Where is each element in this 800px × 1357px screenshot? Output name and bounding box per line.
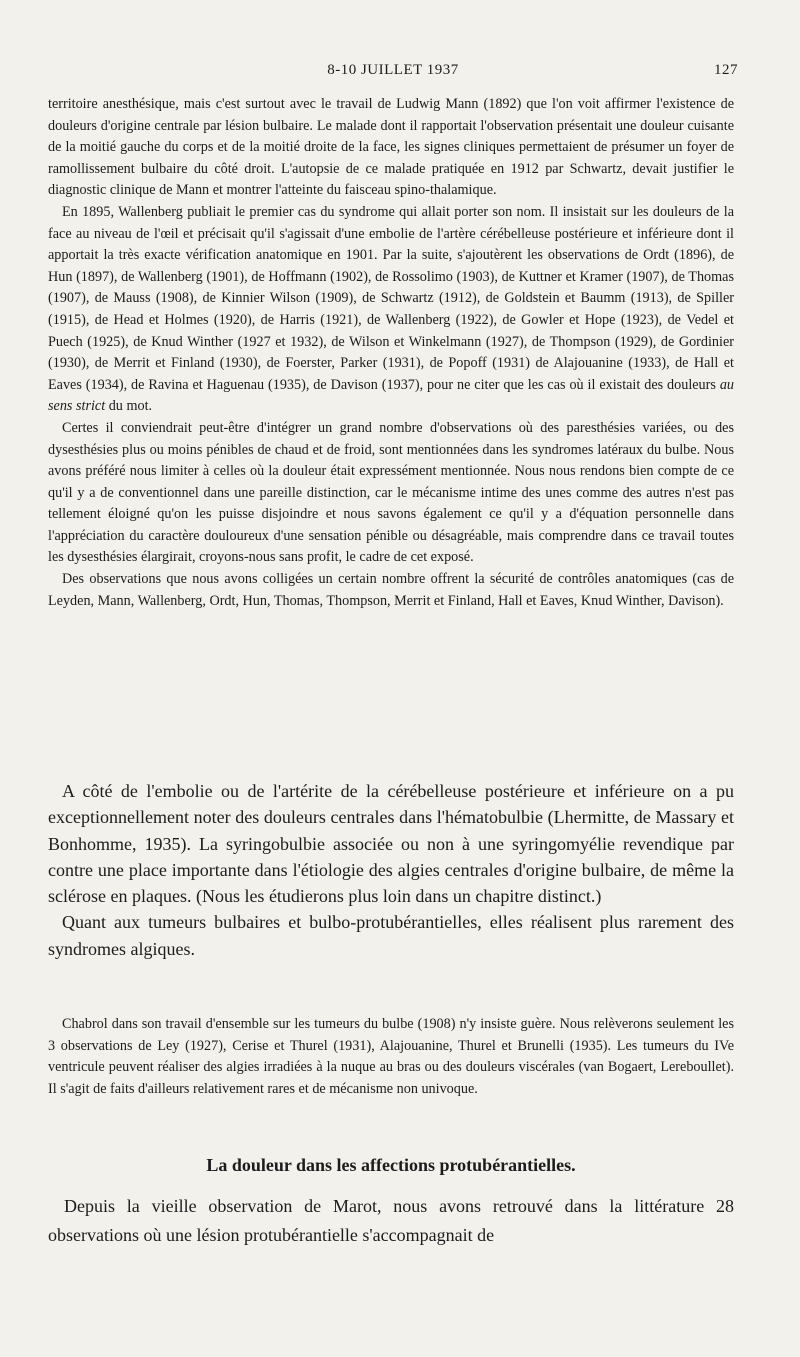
body-small-block-2 [48, 1014, 734, 1100]
body-small-block-1 [48, 94, 734, 612]
paragraph-tumeurs: Quant aux tumeurs bulbaires et bulbo-protubérantielles, elles réalisent plus rarement des syndromes algiques. [48, 912, 734, 959]
paragraph-paresthesies: Certes il conviendrait peut-être d'intégrer un grand nombre d'observations où des paresthésies variées, ou des dysesthésies plus ou moins pénibles de chaud et de froid, sont mentionnées dans les syndromes latéraux du bulbe. Nous avons préféré nous limiter à celles où la douleur était expressément mentionnée. Nous nous rendons bien compte de ce qu'il y a de conventionnel dans une pareille distinction, car le mécanisme intime des unes comme des autres n'est pas tellement éloigné qu'on les puisse disjoindre et nous savons également ce qu'il y a d'équation personnelle dans l'appréciation du caractère douloureux d'une sensation pénible ou désagréable, mais comprendre dans ce travail toutes les dysesthésies élargirait, croyons-nous sans profit, le cadre de cet exposé. [48, 419, 734, 566]
paragraph-mann: territoire anesthésique, mais c'est surtout avec le travail de Ludwig Mann (1892) que l'on voit affirmer l'existence de douleurs d'origine centrale par lésion bulbaire. Le malade dont il rapportait l'observation présentait une douleur cuisante de la moitié gauche du corps et de la moitié droite de la face, les signes cliniques permettaient de présumer un foyer de ramollissement bulbaire du côté droit. L'autopsie de ce malade pratiquée en 1912 par Schwartz, devait justifier le diagnostic clinique de Mann et montrer l'atteinte du faisceau spino-thalamique. [48, 96, 734, 199]
paragraph-marot: Depuis la vieille observation de Marot, nous avons retrouvé dans la littérature 28 observations où une lésion protubérantielle s'accompagnait de [48, 1196, 734, 1245]
section-title: La douleur dans les affections protubérantielles. [206, 1155, 576, 1175]
paragraph-wallenberg-end: du mot. [105, 398, 153, 415]
paragraph-embolie: A côté de l'embolie ou de l'artérite de la cérébelleuse postérieure et inférieure on a pu exceptionnellement noter des douleurs centrales dans l'hématobulbie (Lhermitte, de Massary et Bonhomme, 1935). La syringobulbie associée ou non à une syringomyélie revendique par contre une place importante dans l'étiologie des algies centrales d'origine bulbaire, de même la sclérose en plaques. (Nous les étudierons plus loin dans un chapitre distinct.) [48, 781, 734, 907]
emphasis-sens-strict: au sens strict [48, 376, 734, 415]
section-body [48, 1192, 734, 1250]
running-head [48, 62, 738, 84]
paragraph-wallenberg-text: En 1895, Wallenberg publiait le premier cas du syndrome qui allait porter son nom. Il insistait sur les douleurs de la face au niveau de l'œil et précisait qu'il s'agissait d'une embolie de l'artère cérébelleuse postérieure et inférieure dont il apportait la très exacte vérification anatomique en 1901. Par la suite, s'ajoutèrent les observations de Ordt (1896), de Hun (1897), de Wallenberg (1901), de Hoffmann (1902), de Rossolimo (1903), de Kuttner et Kramer (1907), de Thomas (1907), de Mauss (1908), de Kinnier Wilson (1909), de Schwartz (1912), de Goldstein et Baumm (1913), de Spiller (1915), de Head et Holmes (1920), de Harris (1921), de Wallenberg (1922), de Gowler et Hope (1923), de Vedel et Puech (1925), de Knud Winther (1927 et 1932), de Wilson et Winkelmann (1927), de Thompson (1929), de Gordinier (1930), de Merrit et Finland (1930), de Foerster, Parker (1931), de Popoff (1931) de Alajouanine (1933), de Hall et Eaves (1934), de Ravina et Haguenau (1935), de Davison (1937), pour ne citer que les cas où il existait des douleurs [48, 203, 734, 393]
running-title: 8-10 JUILLET 1937 [327, 62, 459, 78]
page-number: 127 [714, 62, 738, 78]
paragraph-controles: Des observations que nous avons colligées un certain nombre offrent la sécurité de contrôles anatomiques (cas de Leyden, Mann, Wallenberg, Ordt, Hun, Thomas, Thompson, Merrit et Finland, Hall et Eaves, Knud Winther, Davison). [48, 571, 734, 609]
paragraph-chabrol: Chabrol dans son travail d'ensemble sur les tumeurs du bulbe (1908) n'y insiste guère. Nous relèverons seulement les 3 observations de Ley (1927), Cerise et Thurel (1931), Alajouanine, Thurel et Brunelli (1935). Les tumeurs du IVe ventricule peuvent réaliser des algies irradiées à la nuque au bras ou des douleurs viscérales (van Bogaert, Lereboullet). Il s'agit de faits d'ailleurs relativement rares et de mécanisme non univoque. [48, 1016, 734, 1097]
body-large-block [48, 778, 734, 962]
paragraph-wallenberg [48, 202, 734, 418]
